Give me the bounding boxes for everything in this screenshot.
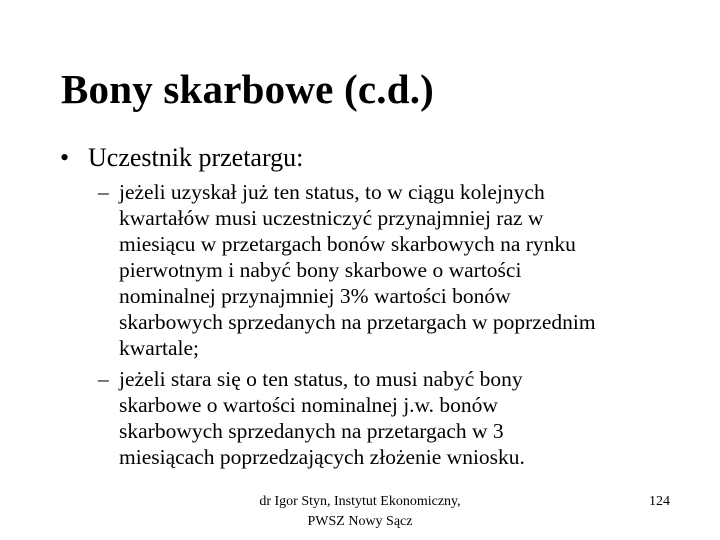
sub-bullet-text (119, 179, 678, 361)
text-line: nominalnej przynajmniej 3% wartości bonów (119, 284, 511, 308)
sub-bullet-text (119, 366, 678, 470)
page-number: 124 (649, 494, 670, 509)
text-line: skarbowych sprzedanych na przetargach w 3 (119, 419, 504, 443)
footer-institution-line: PWSZ Nowy Sącz (307, 514, 413, 529)
text-line: jeżeli stara się o ten status, to musi nabyć bony (119, 367, 523, 391)
text-line: skarbowe o wartości nominalnej j.w. bonów (119, 393, 498, 417)
sub-bullet-item-1 (98, 179, 678, 361)
bullet-item (60, 142, 303, 174)
text-line: pierwotnym i nabyć bony skarbowe o wartości (119, 258, 522, 282)
text-line: kwartale; (119, 336, 199, 360)
text-line: miesiącach poprzedzających złożenie wniosku. (119, 445, 525, 469)
text-line: skarbowych sprzedanych na przetargach w poprzednim (119, 310, 596, 334)
text-line: miesiącu w przetargach bonów skarbowych na rynku (119, 232, 576, 256)
slide-title: Bony skarbowe (c.d.) (61, 66, 435, 112)
footer-author-line: dr Igor Styn, Instytut Ekonomiczny, (259, 494, 461, 509)
slide-footer (230, 492, 490, 532)
bullet-marker: • (60, 143, 70, 172)
sub-bullet-item-2 (98, 366, 678, 470)
sub-bullet-marker: – (98, 367, 109, 391)
text-line: jeżeli uzyskał już ten status, to w ciągu kolejnych (119, 180, 545, 204)
sub-bullet-marker: – (98, 180, 109, 204)
bullet-text: Uczestnik przetargu: (88, 143, 304, 172)
text-line: kwartałów musi uczestniczyć przynajmniej raz w (119, 206, 544, 230)
